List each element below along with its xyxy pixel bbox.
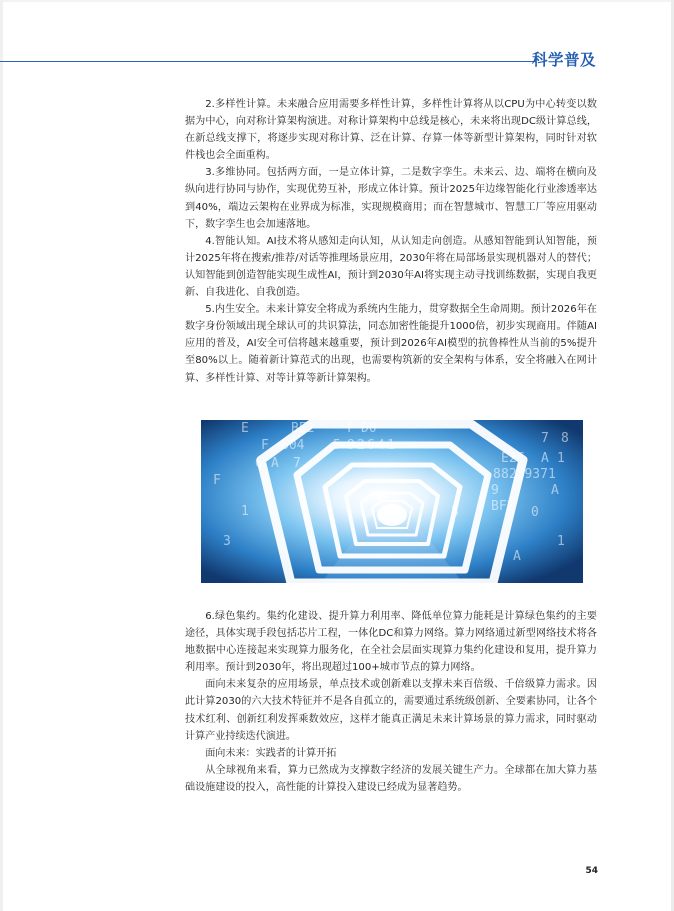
code-glyph: 4 (377, 438, 385, 453)
paragraph-diverse-computing: 2.多样性计算。未来融合应用需要多样性计算，多样性计算将从以CPU为中心转变以数据为中心，向对称计算架构演进。对称计算架构中总线是核心，未来将出现DC级计算总线，在新总线支撑下，将逐步实现对称计算、泛在计算、存算一体等新型计算架构，同时针对软件栈也会全面重构。 (185, 99, 597, 162)
code-glyph: 3 (223, 534, 231, 549)
code-glyph: 2 (357, 438, 365, 453)
code-glyph: 604 (281, 438, 305, 453)
code-glyph: 7 (293, 456, 301, 471)
tunnel-light-core (377, 504, 407, 526)
paragraph-global-perspective: 从全球视角来看，算力已然成为支撑数字经济的发展关键生产力。全球都在加大算力基础设施建设的投入，高性能的计算投入建设已经成为显著趋势。 (185, 764, 597, 793)
tunnel-illustration (201, 420, 583, 583)
paragraph-green-intensive: 6.绿色集约。集约化建设、提升算力利用率、降低单位算力能耗是计算绿色集约的主要途径，具体实现手段包括芯片工程，一体化DC和算力网络。算力网络通过新型网络技术将各地数据中心连接起来实现算力服务化，在全社会层面实现算力集约化建设和复用，提升算力利用率。预计到2030年，将出现超过100+城市节点的算力网络。 (185, 611, 597, 674)
code-glyph: 9 (491, 483, 499, 498)
code-glyph: 1 (557, 534, 565, 549)
code-glyph: 6 (367, 438, 375, 453)
header-rule (0, 61, 536, 62)
paragraph-intelligent-cognition: 4.智能认知。AI技术将从感知走向认知，从认知走向创造。从感知智能到认知智能，预计2025年将在搜索/推荐/对话等推理场景应用，2030年将在局部场景实现机器对人的替代；认知智能到创造智能实现生成性AI，预计到2030年AI将实现主动寻找训练数据，实现自我更新、自我进化、自我创造。 (185, 235, 597, 299)
code-glyph: BE2 (291, 421, 315, 436)
page-left-edge (0, 0, 3, 911)
code-glyph: 6 (255, 456, 263, 471)
code-glyph: 0 (531, 505, 539, 520)
code-glyph: 8 (493, 467, 501, 482)
code-glyph: E2C (501, 451, 525, 466)
code-glyph: BF2 (491, 499, 515, 514)
code-glyph: F (261, 438, 269, 453)
code-glyph: D0 (361, 421, 377, 436)
code-glyph: F (213, 473, 221, 488)
code-glyph: 1 (387, 438, 395, 453)
article-body-bottom (185, 608, 597, 796)
code-glyph: 8 (561, 431, 569, 446)
code-glyph: A (551, 483, 559, 498)
code-glyph: 5 (333, 438, 341, 453)
code-glyph: 9 (347, 438, 355, 453)
paragraph-endogenous-security: 5.内生安全。未来计算安全将成为系统内生能力，贯穿数据全生命周期。预计2026年在数字身份领域出现全球认可的共识算法，同态加密性能提升1000倍，初步实现商用。伴随AI应用的普及，AI安全可信将越来越重要，预计到2026年AI模型的抗鲁棒性从当前的5%提升至80%以上。随着新计算范式的出现，也需要构筑新的安全架构与体系，安全将融入在网计算、多样性计算、对等计算等新计算架构。 (185, 304, 597, 384)
page-number: 54 (585, 866, 598, 876)
article-body-top (185, 96, 597, 387)
code-glyph: F (347, 421, 355, 436)
paragraph-system-innovation: 面向未来复杂的应用场景，单点技术或创新难以支撑未来百倍级、千倍级算力需求。因此计算2030的六大技术特征并不是各自孤立的，需要通过系统级创新、全要素协同，让各个技术红利、创新红利发挥乘数效应，这样才能真正满足未来计算场景的算力需求，同时驱动计算产业持续迭代演进。 (185, 679, 597, 742)
section-title: 科学普及 (531, 51, 596, 69)
subheading-future-practice: 面向未来：实践者的计算开拓 (205, 747, 337, 759)
page-top-edge (0, 0, 674, 2)
code-glyph: A (271, 456, 279, 471)
code-glyph: A (541, 451, 549, 466)
code-glyph: E (241, 421, 249, 436)
code-glyph: 1 (241, 504, 249, 519)
code-glyph: A (513, 549, 521, 564)
code-glyph: 7 (541, 431, 549, 446)
code-glyph: 5 (451, 505, 459, 520)
code-glyph: 8259371 (501, 467, 556, 482)
paragraph-multidimensional-collaboration: 3.多维协同。包括两方面，一是立体计算，二是数字孪生。未来云、边、端将在横向及纵向进行协同与协作，实现优势互补，形成立体计算。预计2025年边缘智能化行业渗透率达到40%，端边云架构在业界成为标准，实现规模商用；而在智慧城市、智慧工厂等应用驱动下，数字孪生也会加速落地。 (185, 167, 597, 230)
code-glyph: 1 (557, 451, 565, 466)
